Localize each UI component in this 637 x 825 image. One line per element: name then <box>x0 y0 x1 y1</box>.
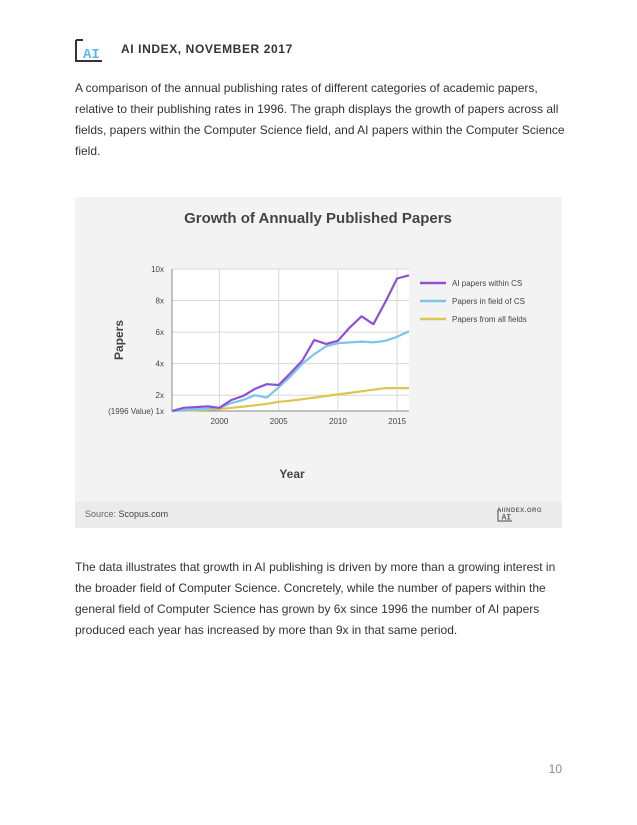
y-tick-label: 6x <box>155 328 164 338</box>
legend-label: Papers from all fields <box>452 315 527 324</box>
intro-paragraph: A comparison of the annual publishing rates of different categories of academic papers, relative to their publishing rates in 1996. The graph displays the growth of papers across all fields, papers within the Computer Science field, and AI papers within the Computer Science field. <box>75 81 565 158</box>
chart-figure <box>75 197 562 528</box>
x-axis-label: Year <box>279 467 305 481</box>
y-tick-label: 10x <box>151 265 164 274</box>
legend-label: AI papers within CS <box>452 279 523 288</box>
x-tick-label: 2015 <box>388 417 407 426</box>
svg-text:AI: AI <box>83 47 100 62</box>
y-tick-label: 2x <box>155 391 164 401</box>
body-paragraph: The data illustrates that growth in AI publishing is driven by more than a growing interest in the broader field of Computer Science. Concretely, while the number of papers within the general field of Computer Science has grown by 6x since 1996 the number of AI papers produced each year has increased by more than 9x in that same period. <box>75 560 556 637</box>
x-tick-label: 2005 <box>269 417 288 426</box>
y-axis-label: Papers <box>112 319 126 361</box>
figure-brand: AIINDEX.ORG AI <box>496 508 542 522</box>
source-credit: Source: Scopus.com <box>85 509 169 519</box>
svg-text:AI: AI <box>501 513 511 522</box>
ai-index-small-logo <box>497 508 513 522</box>
page-header <box>75 36 293 62</box>
ai-index-logo <box>75 36 103 62</box>
x-tick-label: 2010 <box>329 417 347 426</box>
figure-footer <box>75 502 562 528</box>
y-tick-label: 4x <box>155 359 164 369</box>
x-tick-label: 2000 <box>210 417 229 426</box>
chart-svg <box>75 197 562 502</box>
y-tick-label: 8x <box>155 296 164 306</box>
chart-title: Growth of Annually Published Papers <box>184 210 452 227</box>
header-title: AI INDEX, NOVEMBER 2017 <box>121 42 293 56</box>
y-tick-label: (1996 Value) 1x <box>108 407 164 416</box>
page-number: 10 <box>548 762 562 776</box>
legend-label: Papers in field of CS <box>452 297 525 306</box>
